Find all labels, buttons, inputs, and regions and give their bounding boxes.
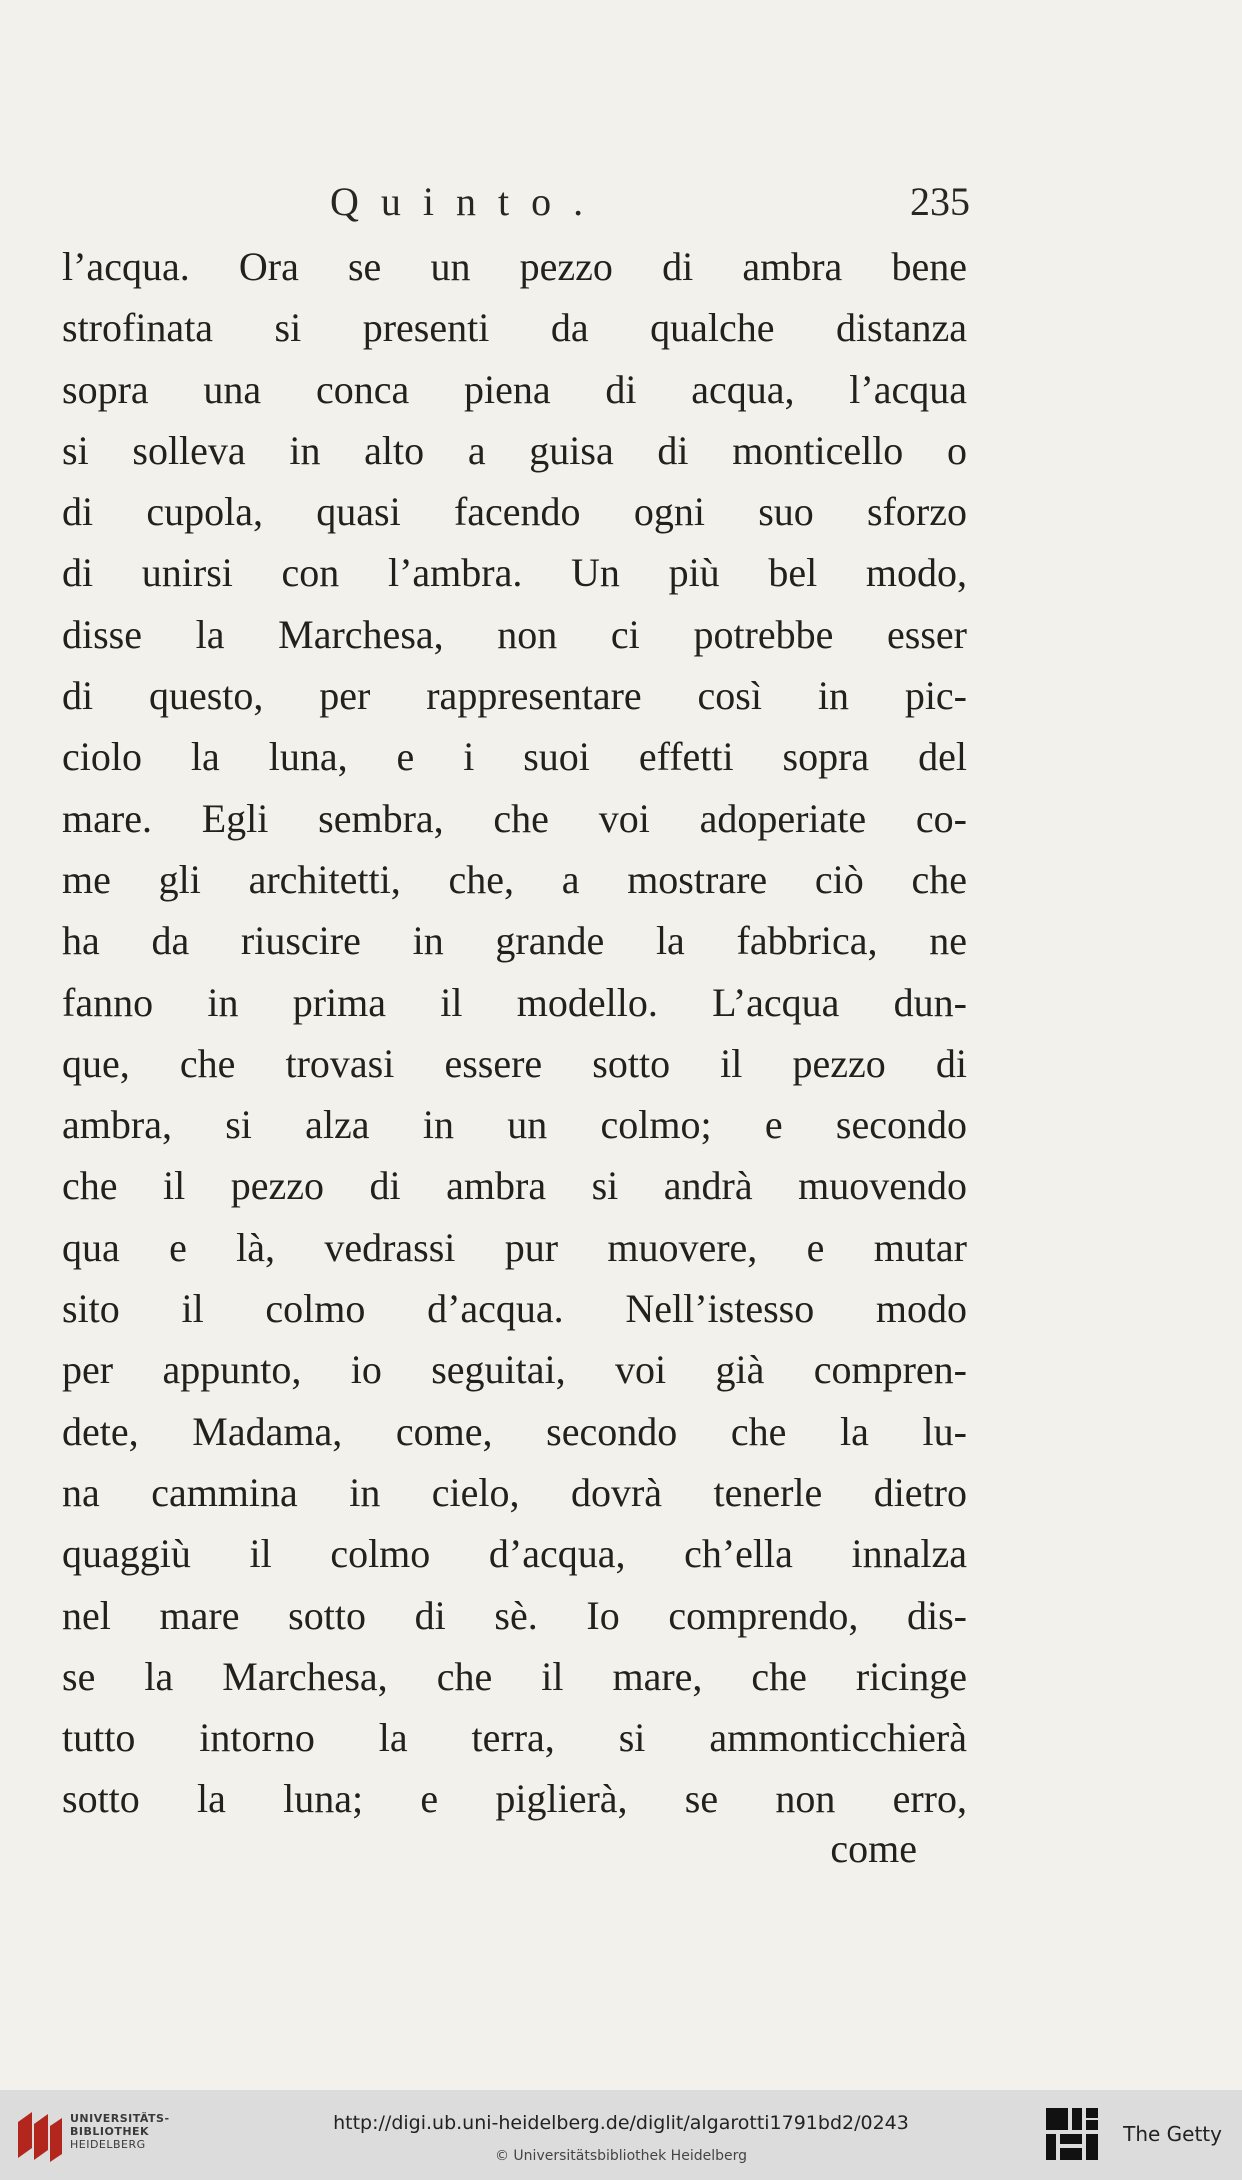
text-line: nel mare sotto di sè. Io comprendo, dis- [62,1592,967,1638]
viewer-footer [0,2090,1242,2180]
text-line: ambra, si alza in un colmo; e secondo [62,1102,967,1148]
text-line: mare. Egli sembra, che voi adoperiate co- [62,795,967,841]
library-name-line: UNIVERSITÄTS- [70,2112,170,2125]
text-line: tutto intorno la terra, si ammonticchierà [62,1715,967,1761]
text-line: quaggiù il colmo d’acqua, ch’ella innalza [62,1531,967,1577]
text-line: ciolo la luna, e i suoi effetti sopra del [62,734,967,780]
text-line: sito il colmo d’acqua. Nell’istesso modo [62,1286,967,1332]
running-head [60,178,970,238]
text-line: sopra una conca piena di acqua, l’acqua [62,366,967,412]
text-line: dete, Madama, come, secondo che la lu- [62,1408,967,1454]
text-line: qua e là, vedrassi pur muovere, e mutar [62,1224,967,1270]
getty-logo-icon [1044,2106,1100,2162]
text-line: me gli architetti, che, a mostrare ciò che [62,856,967,902]
copyright-notice: © Universitätsbibliothek Heidelberg [494,2148,747,2164]
text-line: sotto la luna; e piglierà, se non erro, [62,1776,967,1822]
text-line: que, che trovasi essere sotto il pezzo di [62,1040,967,1086]
text-line: che il pezzo di ambra si andrà muovendo [62,1163,967,1209]
library-name-line: BIBLIOTHEK [70,2125,150,2138]
text-line: l’acqua. Ora se un pezzo di ambra bene [62,244,967,289]
text-line: di cupola, quasi facendo ogni suo sforzo [62,489,967,535]
body-text [62,236,967,1830]
text-line: si solleva in alto a guisa di monticello o [62,427,967,473]
text-line: strofinata si presenti da qualche distanza [62,305,967,351]
text-line: disse la Marchesa, non ci potrebbe esser [62,611,967,657]
text-line: per appunto, io seguitai, voi già compren- [62,1347,967,1393]
running-title: Quinto. [330,179,606,224]
page-number: 235 [910,179,970,224]
library-city: HEIDELBERG [70,2138,146,2151]
text-line: se la Marchesa, che il mare, che ricinge [62,1653,967,1699]
text-line: fanno in prima il modello. L’acqua dun- [62,979,967,1025]
text-line: di questo, per rappresentare così in pic- [62,673,967,719]
catchword: come [830,1826,917,1871]
partner-label: The Getty [1123,2122,1222,2146]
text-line: na cammina in cielo, dovrà tenerle dietro [62,1469,967,1515]
permalink-url[interactable]: http://digi.ub.uni-heidelberg.de/diglit/algarotti1791bd2/0243 [333,2112,909,2134]
text-line: di unirsi con l’ambra. Un più bel modo, [62,550,967,596]
text-line: ha da riuscire in grande la fabbrica, ne [62,918,967,964]
